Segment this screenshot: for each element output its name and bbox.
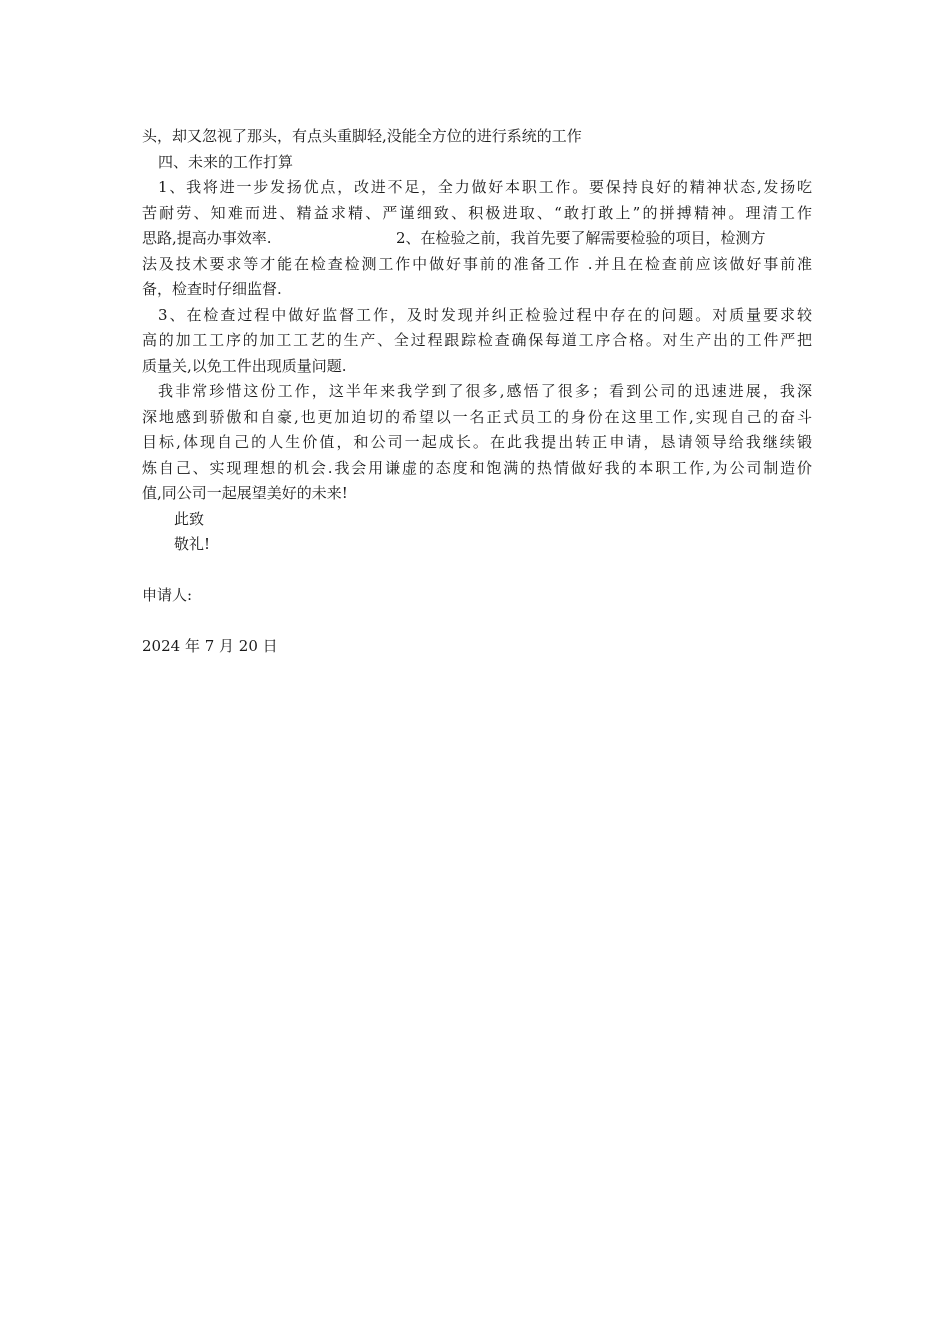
text-line: 苦耐劳、知难而进、精益求精、严谨细致、积极进取、“敢打敢上”的拼搏精神。理清工作 [142, 203, 812, 222]
letter-date: 2024 年 7 月 20 日 [142, 637, 278, 655]
text-segment: 2、在检验之前，我首先要了解需要检验的项目，检测方 [396, 229, 766, 247]
text-line: 高的加工工序的加工工艺的生产、全过程跟踪检查确保每道工序合格。对生产出的工件严把 [142, 331, 812, 349]
text-line: 炼自己、实现理想的机会.我会用谦虚的态度和饱满的热情做好我的本职工作,为公司制造价 [142, 458, 812, 477]
text-line: 头，却又忽视了那头，有点头重脚轻,没能全方位的进行系统的工作 [142, 127, 582, 145]
closing-regards: 敬礼! [174, 535, 211, 553]
text-line: 1、我将进一步发扬优点，改进不足，全力做好本职工作。要保持良好的精神状态,发扬吃 [158, 178, 812, 196]
text-line: 深地感到骄傲和自豪,也更加迫切的希望以一名正式员工的身份在这里工作,实现自己的奋斗 [142, 407, 812, 426]
text-line: 值,同公司一起展望美好的未来! [142, 484, 348, 502]
text-line: 备，检查时仔细监督. [142, 280, 282, 298]
letter-body [142, 124, 812, 660]
text-line: 质量关,以免工件出现质量问题. [142, 356, 347, 375]
text-line: 目标,体现自己的人生价值，和公司一起成长。在此我提出转正申请，恳请领导给我继续锻 [142, 433, 812, 451]
text-line: 我非常珍惜这份工作，这半年来我学到了很多,感悟了很多；看到公司的迅速进展，我深 [158, 382, 812, 400]
section-heading: 四、未来的工作打算 [158, 152, 294, 171]
text-line [142, 226, 812, 252]
text-segment: 思路,提高办事效率. [142, 229, 272, 247]
closing-salutation: 此致 [174, 509, 205, 528]
text-line: 法及技术要求等才能在检查检测工作中做好事前的准备工作 .并且在检查前应该做好事前准 [142, 254, 812, 273]
applicant-label: 申请人: [142, 586, 193, 604]
text-line: 3、在检查过程中做好监督工作，及时发现并纠正检验过程中存在的问题。对质量要求较 [158, 305, 812, 324]
